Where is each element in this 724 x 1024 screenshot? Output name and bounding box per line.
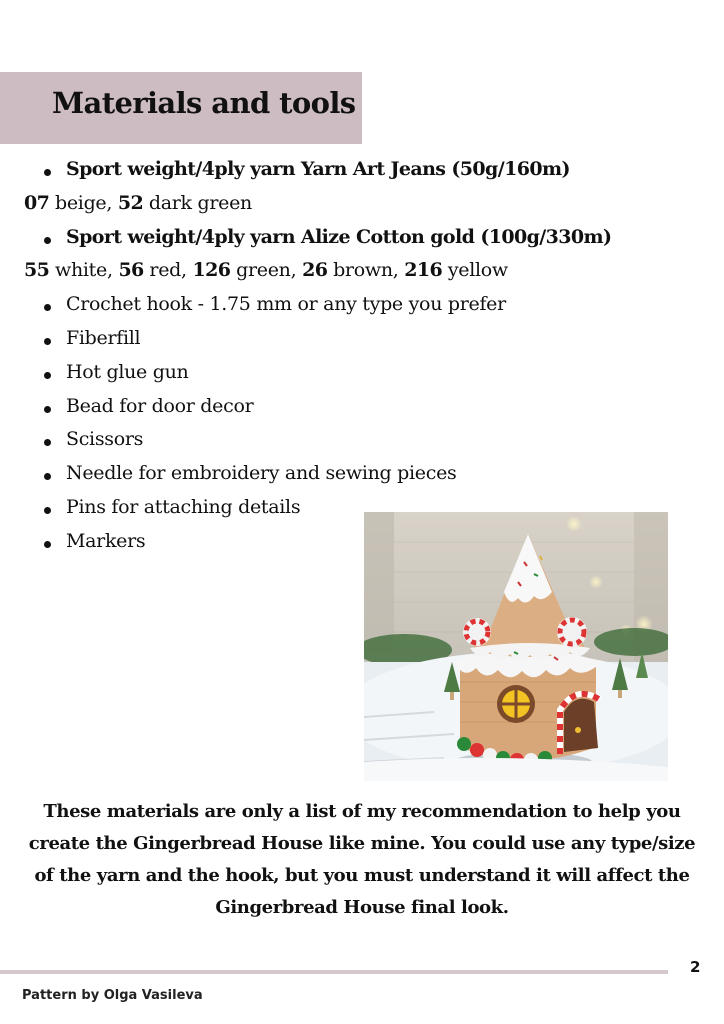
tool-item: Needle for embroidery and sewing pieces [66,462,457,485]
note-line: create the Gingerbread House like mine. You could use any type/size [28,833,696,854]
color-code: 126 [192,259,231,282]
note-line: These materials are only a list of my recommendation to help you [43,801,681,822]
tool-item: Crochet hook - 1.75 mm or any type you prefer [66,293,506,316]
section-title: Materials and tools [52,86,356,120]
gingerbread-house-photo [364,512,668,781]
author-credit: Pattern by Olga Vasileva [22,988,203,1003]
tool-item: Pins for attaching details [66,496,301,518]
tool-item: Fiberfill [66,327,141,349]
color-code: 55 [24,259,50,282]
footer-divider [0,970,668,974]
color-code: 26 [302,259,328,282]
color-name: brown, [327,259,405,282]
recommendation-note [20,796,704,924]
color-name: green, [230,259,303,282]
tool-item: Markers [66,529,146,552]
color-name: yellow [442,259,508,282]
tool-item: Bead for door decor [66,394,254,417]
yarn-color-list [24,192,252,214]
color-name: beige, [49,191,118,214]
page-number: 2 [690,958,701,976]
color-code: 216 [404,259,443,282]
yarn-item: Sport weight/4ply yarn Yarn Art Jeans (50g/160m) [66,158,570,180]
note-line: Gingerbread House final look. [215,897,509,918]
color-code: 56 [118,259,144,282]
tool-item: Hot glue gun [66,360,189,383]
color-code: 52 [117,191,144,214]
yarn-item: Sport weight/4ply yarn Alize Cotton gold (100g/330m) [66,225,612,248]
color-name: white, [49,259,119,282]
yarn-color-list [24,259,508,281]
color-name: dark green [143,191,252,214]
section-title-band [0,72,362,144]
color-code: 07 [24,191,50,214]
tool-item: Scissors [66,428,144,451]
color-name: red, [143,259,193,282]
note-line: of the yarn and the hook, but you must understand it will affect the [34,865,690,886]
